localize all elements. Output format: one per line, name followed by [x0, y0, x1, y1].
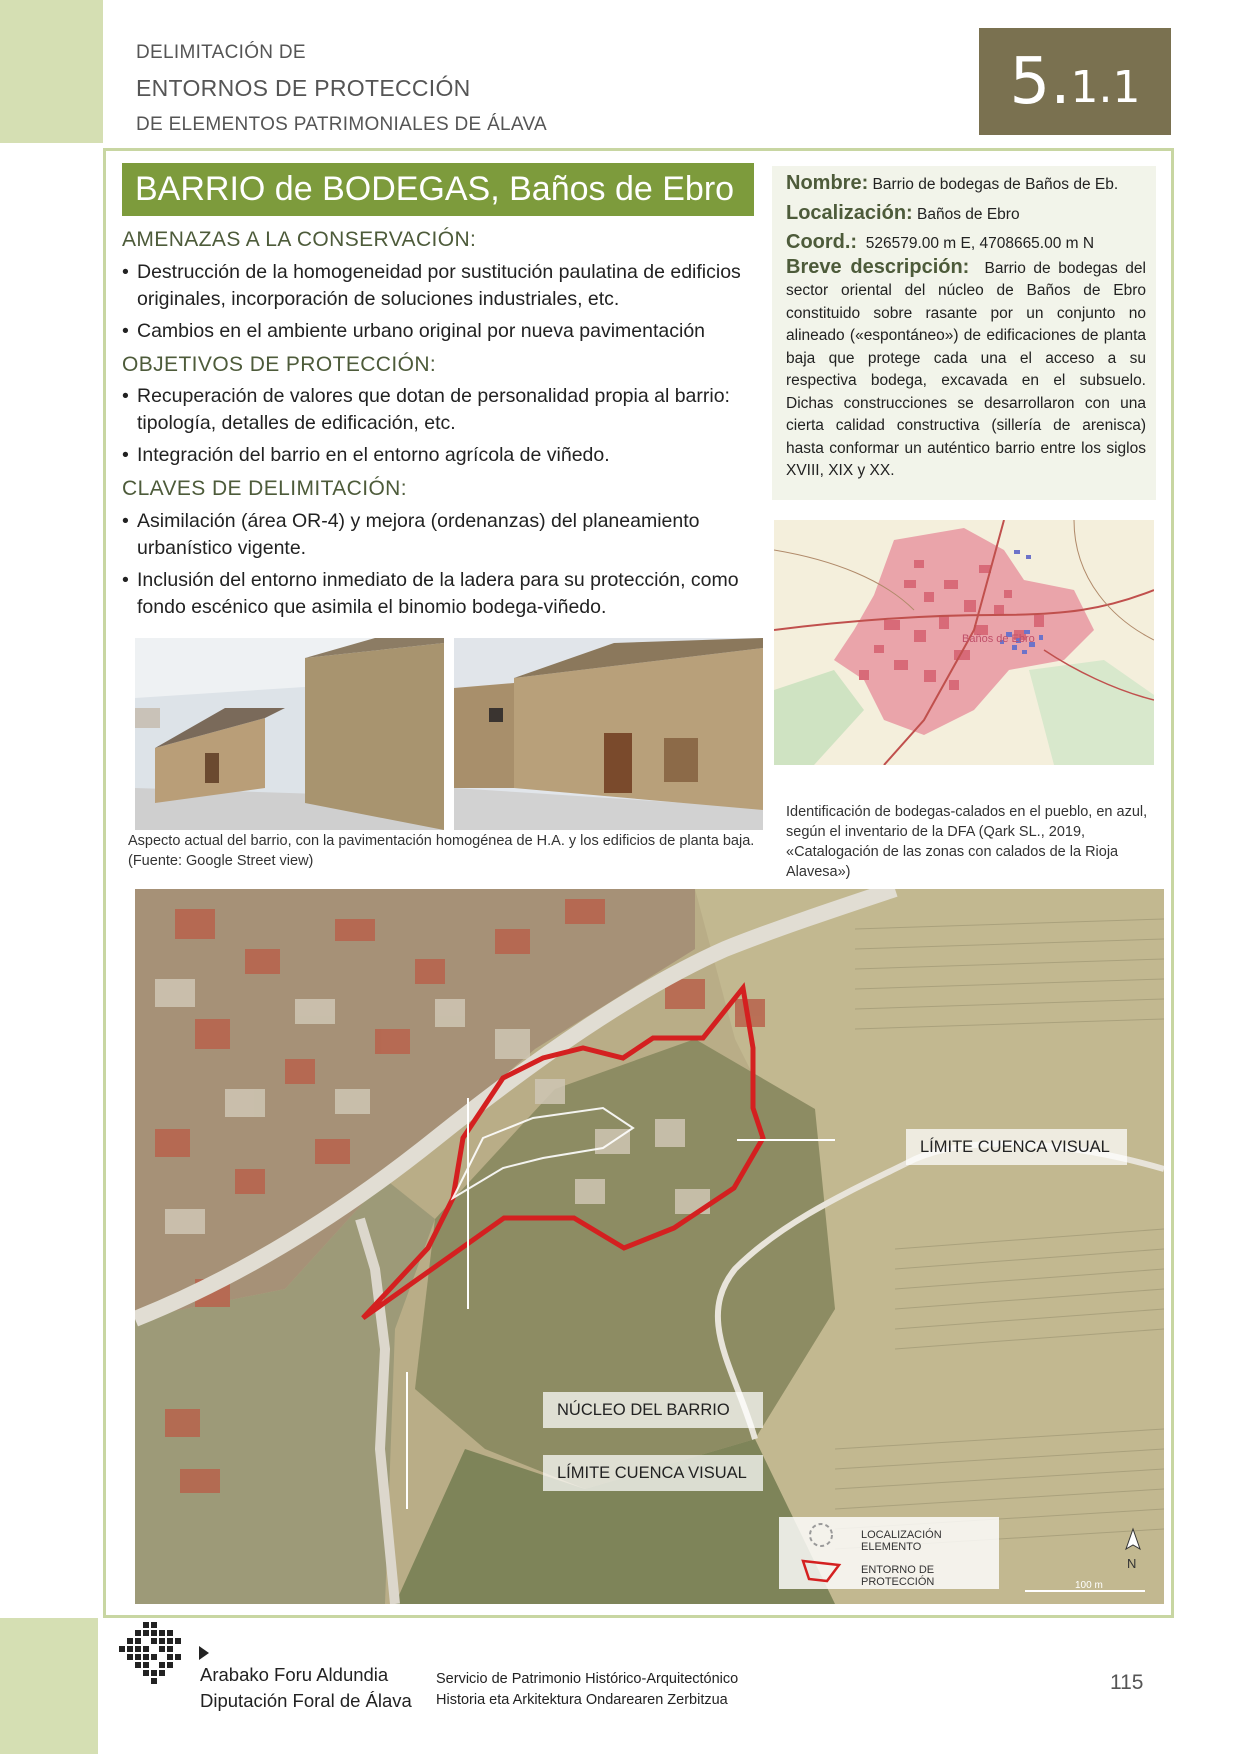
bullet-text: Asimilación (área OR-4) y mejora (ordenanzas) del planeamiento urbanístico vigente. — [137, 510, 700, 559]
bullet-objetivos-2 — [122, 442, 762, 469]
legend-icons — [785, 1517, 855, 1589]
bullet-text: Integración del barrio en el entorno agrícola de viñedo. — [137, 444, 610, 466]
bullet-objetivos-1 — [122, 383, 762, 437]
scale-label: 100 m — [1075, 1580, 1103, 1591]
dfa-logo — [113, 1620, 213, 1695]
service-name-1: Servicio de Patrimonio Histórico-Arquitectónico — [436, 1671, 739, 1687]
bullet-amenazas-1 — [122, 259, 762, 313]
bullet-claves-2 — [122, 567, 762, 621]
bullet-dot: • — [122, 320, 129, 342]
bullet-text: Destrucción de la homogeneidad por sustitución paulatina de edificios originales, incorporación de soluciones industriales, etc. — [137, 261, 741, 310]
bullet-dot: • — [122, 510, 129, 532]
legend-entorno: ENTORNO DE PROTECCIÓN — [861, 1564, 935, 1588]
side-tab-top — [0, 0, 103, 143]
bullet-amenazas-2 — [122, 318, 762, 345]
header-line-2: ENTORNOS DE PROTECCIÓN — [136, 75, 471, 101]
header-line-1: DELIMITACIÓN DE — [136, 42, 306, 63]
bullet-text: Recuperación de valores que dotan de personalidad propia al barrio: tipología, detalles de edificación, etc. — [137, 385, 730, 434]
heading-claves: CLAVES DE DELIMITACIÓN: — [122, 477, 407, 500]
section-number — [979, 28, 1171, 135]
nombre-value: Barrio de bodegas de Baños de Eb. — [872, 176, 1119, 193]
north-label: N — [1127, 1556, 1137, 1571]
info-box — [772, 166, 1156, 500]
street-photo-1 — [135, 638, 444, 830]
nombre-label: Nombre: — [786, 172, 869, 194]
section-number-major: 5. — [1009, 44, 1071, 119]
logo-arrow-icon — [199, 1646, 209, 1660]
org-name-euskara: Arabako Foru Aldundia — [200, 1664, 389, 1685]
header-line-3: DE ELEMENTOS PATRIMONIALES DE ÁLAVA — [136, 114, 548, 135]
info-descripcion — [786, 256, 1146, 483]
bullet-text: Cambios en el ambiente urbano original por nueva pavimentación — [137, 320, 706, 342]
location-map — [774, 520, 1154, 765]
org-name-castellano: Diputación Foral de Álava — [200, 1690, 412, 1711]
bullet-claves-1 — [122, 508, 762, 562]
label-nucleo-barrio: NÚCLEO DEL BARRIO — [543, 1392, 763, 1428]
street-photo-2 — [454, 638, 763, 830]
bullet-dot: • — [122, 385, 129, 407]
bullet-dot: • — [122, 569, 129, 591]
caption-map: Identificación de bodegas-calados en el pueblo, en azul, según el inventario de la DFA (Qark SL., 2019, «Catalogación de las zonas con calados de la Rioja Alavesa») — [786, 804, 1148, 880]
aerial-photo — [135, 889, 1164, 1604]
localizacion-value: Baños de Ebro — [917, 205, 1020, 223]
bullet-dot: • — [122, 444, 129, 466]
map-legend — [779, 1517, 999, 1589]
bullet-dot: • — [122, 261, 129, 283]
map-town-label: Baños de Ebro — [962, 633, 1035, 645]
descripcion-label: Breve descripción: — [786, 255, 970, 278]
section-number-minor: 1.1 — [1070, 62, 1141, 113]
legend-localizacion: LOCALIZACIÓN ELEMENTO — [861, 1529, 942, 1553]
caption-photos: Aspecto actual del barrio, con la pavimentación homogénea de H.A. y los edificios de planta baja. (Fuente: Google Street view) — [128, 833, 755, 869]
page-title: BARRIO de BODEGAS, Baños de Ebro — [122, 163, 754, 216]
heading-objetivos: OBJETIVOS DE PROTECCIÓN: — [122, 353, 437, 376]
heading-amenazas: AMENAZAS A LA CONSERVACIÓN: — [122, 228, 477, 251]
info-nombre — [786, 172, 1146, 197]
label-limite-cuenca-bottom: LÍMITE CUENCA VISUAL — [543, 1455, 763, 1491]
side-tab-bottom — [0, 1618, 98, 1754]
label-limite-cuenca-top: LÍMITE CUENCA VISUAL — [906, 1129, 1127, 1165]
page-number: 115 — [1110, 1671, 1144, 1694]
descripcion-value: Barrio de bodegas del sector oriental del núcleo de Baños de Ebro constituido sobre rasante por un conjunto no alineado («espontáneo») de edificaciones de planta baja que protege cada una el acceso a su respectiva bodega, excavada en el subsuelo. Dichas construcciones se desarrollaron con una cierta calidad constructiva (sillería de arenisca) hasta conformar un auténtico barrio entre los siglos XVIII, XIX y XX. — [786, 259, 1146, 479]
info-localizacion — [786, 202, 1146, 227]
coord-label: Coord.: — [786, 231, 858, 253]
bullet-text: Inclusión del entorno inmediato de la ladera para su protección, como fondo escénico que asimila el binomio bodega-viñedo. — [137, 569, 739, 618]
service-name-2: Historia eta Arkitektura Ondarearen Zerbitzua — [436, 1692, 728, 1708]
localizacion-label: Localización: — [786, 201, 913, 224]
coord-value: 526579.00 m E, 4708665.00 m N — [865, 235, 1095, 252]
info-coord — [786, 231, 1146, 256]
